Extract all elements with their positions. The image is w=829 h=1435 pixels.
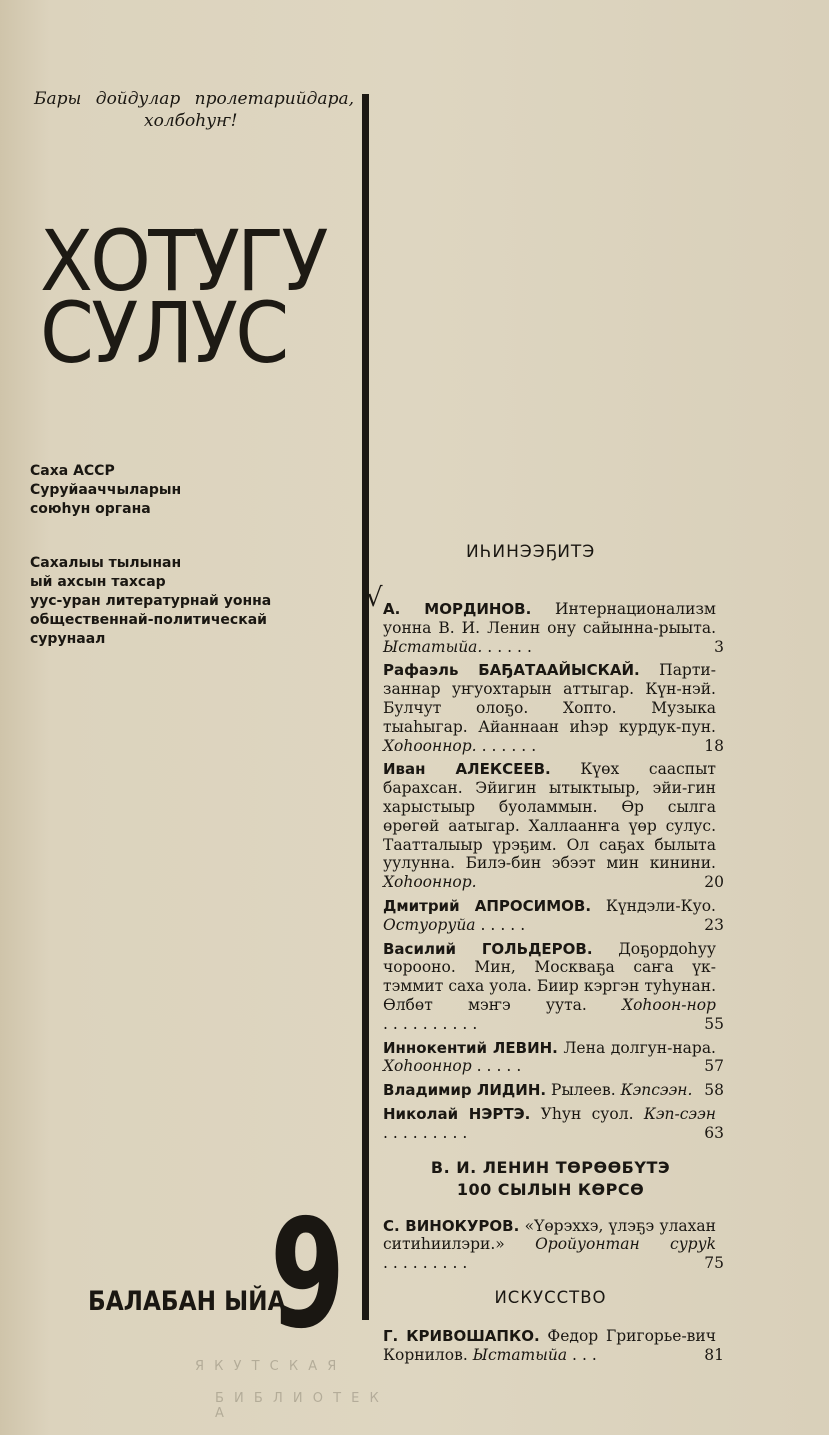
slogan-word: пролетарийдара,	[194, 89, 354, 109]
toc-page: 20	[704, 873, 724, 892]
toc-title: Федор Григорье-вич Корнилов.	[383, 1326, 716, 1364]
toc-page: 3	[714, 637, 724, 656]
toc-entry: А. МОРДИНОВ. Интернационализм уонна В. И. Ленин ону сайынна-рыыта. Ыстатыйа. ..... 3	[383, 600, 724, 656]
toc-title: Интернационализм уонна В. И. Ленин ону сайынна-рыыта.	[383, 600, 716, 637]
toc-genre: Ыстатыйа.	[383, 637, 483, 656]
toc-genre: Кэп-сээн	[643, 1104, 717, 1123]
toc-page: 55	[704, 1014, 724, 1033]
toc-page: 75	[704, 1254, 724, 1273]
section-line: 100 СЫЛЫН КӨРСӨ	[456, 1179, 645, 1199]
toc-author: А. МОРДИНОВ.	[383, 600, 532, 618]
toc-entry	[383, 1081, 724, 1100]
toc-entry: С. ВИНОКУРОВ. «Үөрэххэ, үлэҕэ улахан ситиһиилэри.» Оройуонтан суруk ......... 75	[383, 1216, 724, 1273]
toc-genre: Оройуонтан суруk	[535, 1235, 716, 1254]
organ-line: Саха АССР	[30, 463, 115, 479]
toc-page: 18	[704, 736, 724, 755]
toc-author: Иван АЛЕКСЕЕВ.	[383, 760, 551, 779]
title-line: СУЛУС	[40, 284, 287, 382]
toc-author: Дмитрий АПРОСИМОВ.	[383, 896, 592, 915]
toc-title: Күөх сааспыт барахсан. Эйигин ытыктыыр, эйи-гин харыстыыр буоламмын. Өр сылга өрөгөй аатыгар. Халлаанҥа үөр сулус. Таатталыыр үрэҕим. Ол саҕах былыта уулунна. Билэ-бин эбээт мин кинини.	[383, 760, 716, 873]
toc-entry: Василий ГОЛЬДЕРОВ. Доҕордоһуу чорооно. Мин, Москваҕа саҥа үк-тэммит саха уола. Биир кэргэн туһунан. Өлбөт мэҥэ уута. Хоһоон-нор .......... 55	[383, 939, 724, 1033]
toc-author: Василий ГОЛЬДЕРОВ.	[383, 939, 593, 958]
description-line: уус-уран литературнай уонна	[30, 593, 272, 609]
toc-author: Владимир ЛИДИН.	[383, 1081, 547, 1100]
table-of-contents	[383, 600, 724, 1370]
slogan-word: дойдулар	[95, 89, 181, 109]
organ-statement	[30, 462, 330, 519]
toc-title: Күндэли-Куо.	[605, 896, 716, 915]
toc-genre: Хоһооннор	[383, 1057, 472, 1076]
toc-genre: Ыстатыйа	[472, 1345, 568, 1364]
toc-entry: Г. КРИВОШАПКО. Федор Григорье-вич Корнилов. Ыстатыйа ... 81	[383, 1326, 724, 1364]
description-line: сурунаал	[30, 631, 106, 647]
vertical-rule	[362, 94, 369, 1320]
toc-title: Рылеев.	[551, 1081, 616, 1100]
contents-heading: ИҺИНЭЭҔИТЭ	[466, 542, 596, 562]
toc-page: 23	[704, 915, 724, 934]
slogan	[34, 88, 354, 132]
toc-title: Уһун суол.	[540, 1104, 634, 1123]
toc-genre: Остуоруйа	[383, 915, 476, 934]
toc-author: С. ВИНОКУРОВ.	[383, 1216, 520, 1235]
title-line: ХОТУГУ	[40, 212, 326, 310]
toc-page: 63	[704, 1123, 724, 1142]
issue-number: 9	[270, 1188, 346, 1362]
toc-entry: Иннокентий ЛЕВИН. Лена долгун-нара. Хоһооннор ..... 57	[383, 1038, 724, 1076]
toc-genre: Кэпсээн.	[620, 1081, 693, 1100]
toc-page: 57	[704, 1057, 724, 1076]
library-stamp: Я К У Т С К А Я Б И Б Л И О Т Е К А	[195, 1359, 382, 1421]
description-line: ый ахсын тахсар	[30, 574, 166, 590]
section-line: В. И. ЛЕНИН ТӨРӨӨБҮТЭ	[430, 1157, 671, 1177]
issue-month: БАЛАБАН ЫЙА	[88, 1286, 286, 1317]
toc-entry: Рафаэль БАҔАТААЙЫСКАЙ. Парти-заннар уҥуохтарын аттыгар. Күн-нэй. Булчут олоҕо. Хопто. Музыка тыаһыгар. Айаннаан иһэр курдук-пун. Хоһооннор. ...... 18	[383, 661, 724, 755]
toc-genre: Хоһооннор.	[383, 736, 477, 755]
toc-author: Николай НЭРТЭ.	[383, 1104, 531, 1123]
toc-title: Парти-заннар уҥуохтарын аттыгар. Күн-нэй. Булчут олоҕо. Хопто. Музыка тыаһыгар. Айаннаан иһэр курдук-пун.	[383, 661, 716, 736]
slogan-line: холбоһуҥ!	[144, 111, 238, 131]
toc-title: Лена долгун-нара.	[563, 1038, 716, 1057]
description-line: Сахалыы тылынан	[30, 555, 182, 571]
toc-entry: Николай НЭРТЭ. Уһун суол. Кэп-сээн ......... 63	[383, 1104, 724, 1142]
toc-entry	[383, 760, 724, 892]
description-line: общественнай-политическай	[30, 612, 267, 628]
toc-genre: Хоһоон-нор	[622, 995, 716, 1014]
organ-line: Суруйааччыларын	[30, 482, 182, 498]
magazine-title	[40, 212, 326, 382]
magazine-description	[30, 554, 330, 649]
toc-title: Доҕордоһуу чорооно. Мин, Москваҕа саҥа үк-тэммит саха уола. Биир кэргэн туһунан. Өлбөт мэҥэ уута.	[383, 939, 716, 1014]
section-heading	[383, 1157, 718, 1201]
toc-page: 81	[704, 1345, 724, 1364]
section-heading: ИСКУССТВО	[494, 1287, 607, 1307]
toc-page: 58	[704, 1081, 724, 1100]
toc-entry: Дмитрий АПРОСИМОВ. Күндэли-Куо. Остуоруйа ..... 23	[383, 896, 724, 934]
pencil-mark: √	[366, 583, 383, 613]
toc-title: «Үөрэххэ, үлэҕэ улахан ситиһиилэри.»	[383, 1216, 716, 1254]
slogan-word: Бары	[34, 89, 82, 109]
organ-line: союһун органа	[30, 501, 151, 517]
toc-genre: Хоһооннор.	[383, 873, 477, 892]
toc-author: Рафаэль БАҔАТААЙЫСКАЙ.	[383, 661, 640, 680]
toc-author: Иннокентий ЛЕВИН.	[383, 1038, 558, 1057]
toc-author: Г. КРИВОШАПКО.	[383, 1326, 540, 1345]
